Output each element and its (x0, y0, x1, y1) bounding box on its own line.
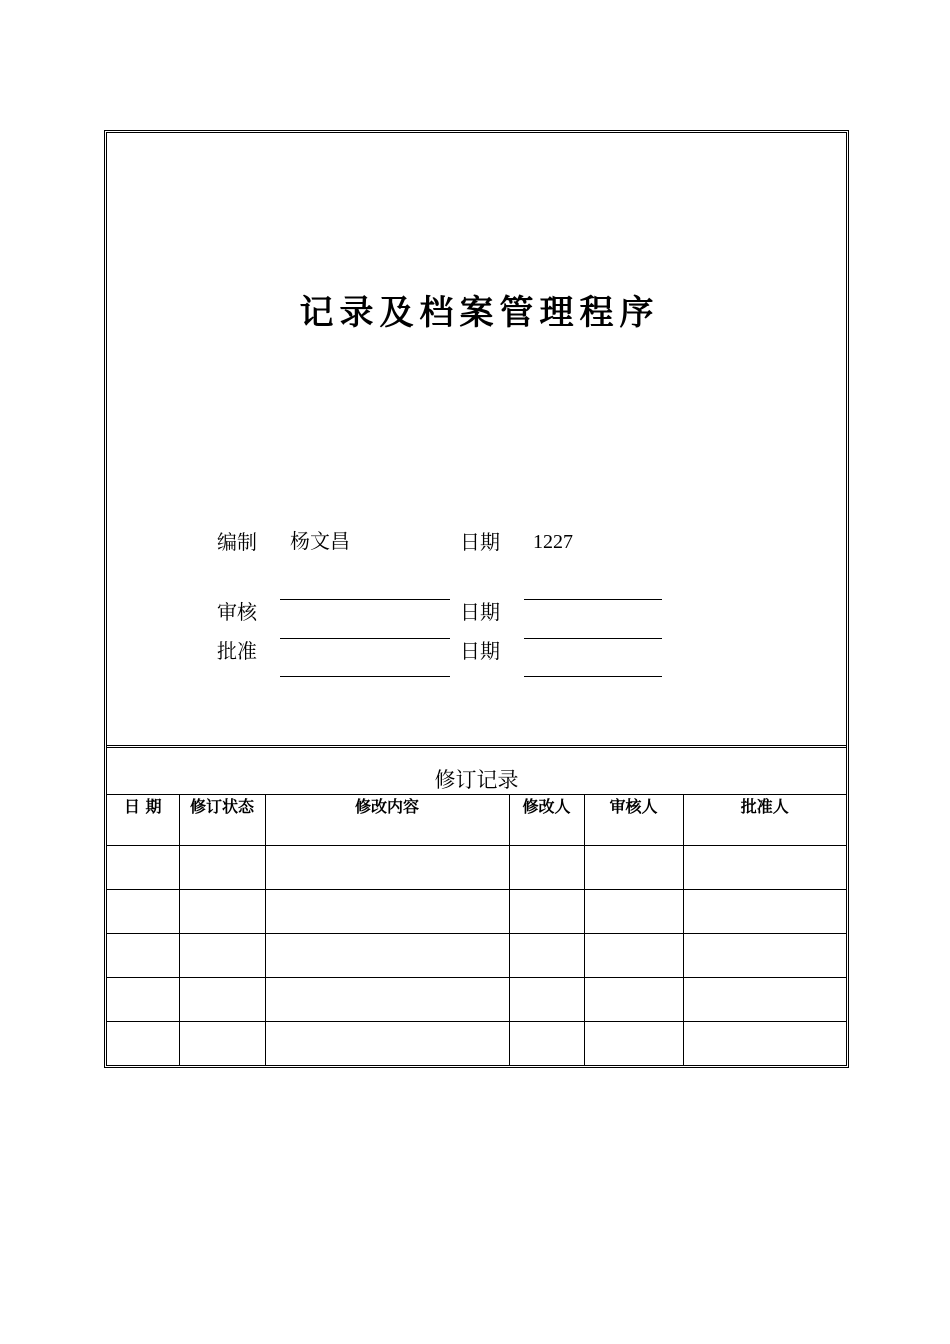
cell-change-content (265, 1022, 509, 1066)
document-title: 记录及档案管理程序 (299, 293, 660, 333)
cell-date (107, 890, 179, 934)
table-row (107, 978, 846, 1022)
cell-revision-status (179, 890, 265, 934)
review-date-line (524, 638, 662, 639)
cell-approver (683, 934, 846, 978)
cell-revision-status (179, 934, 265, 978)
approve-date-label: 日期 (460, 639, 500, 663)
cell-change-content (265, 978, 509, 1022)
compile-name-line (280, 599, 450, 600)
revision-table (107, 794, 846, 1065)
cell-modifier (509, 846, 584, 890)
cell-approver (683, 890, 846, 934)
cell-modifier (509, 934, 584, 978)
approve-date-line (524, 676, 662, 677)
revision-header-row (107, 795, 846, 846)
header-date: 日 期 (107, 795, 179, 846)
document-frame (104, 130, 849, 1068)
cell-reviewer (584, 890, 683, 934)
cell-reviewer (584, 934, 683, 978)
cell-date (107, 934, 179, 978)
review-name-line (280, 638, 450, 639)
cell-revision-status (179, 978, 265, 1022)
cell-change-content (265, 846, 509, 890)
revision-record-title: 修订记录 (434, 768, 519, 792)
compile-date-line (524, 599, 662, 600)
header-modifier: 修改人 (509, 795, 584, 846)
cell-reviewer (584, 1022, 683, 1066)
cell-modifier (509, 890, 584, 934)
cell-date (107, 846, 179, 890)
cell-change-content (265, 890, 509, 934)
cell-reviewer (584, 978, 683, 1022)
table-row (107, 846, 846, 890)
section-divider (107, 745, 846, 748)
cell-approver (683, 846, 846, 890)
table-row (107, 890, 846, 934)
review-label: 审核 (217, 600, 257, 624)
approve-label: 批准 (217, 639, 257, 663)
review-date-label: 日期 (460, 600, 500, 624)
cell-approver (683, 1022, 846, 1066)
table-row (107, 1022, 846, 1066)
cell-revision-status (179, 846, 265, 890)
compile-name: 杨文昌 (290, 531, 350, 553)
table-row (107, 934, 846, 978)
cell-reviewer (584, 846, 683, 890)
compile-date-label: 日期 (460, 530, 500, 554)
approve-name-line (280, 676, 450, 677)
cell-approver (683, 978, 846, 1022)
compile-label: 编制 (217, 530, 257, 554)
cell-modifier (509, 1022, 584, 1066)
header-change-content: 修改内容 (265, 795, 509, 846)
cell-revision-status (179, 1022, 265, 1066)
cell-date (107, 1022, 179, 1066)
cell-change-content (265, 934, 509, 978)
header-reviewer: 审核人 (584, 795, 683, 846)
compile-date: 1227 (533, 531, 573, 553)
cell-date (107, 978, 179, 1022)
header-revision-status: 修订状态 (179, 795, 265, 846)
cell-modifier (509, 978, 584, 1022)
header-approver: 批准人 (683, 795, 846, 846)
